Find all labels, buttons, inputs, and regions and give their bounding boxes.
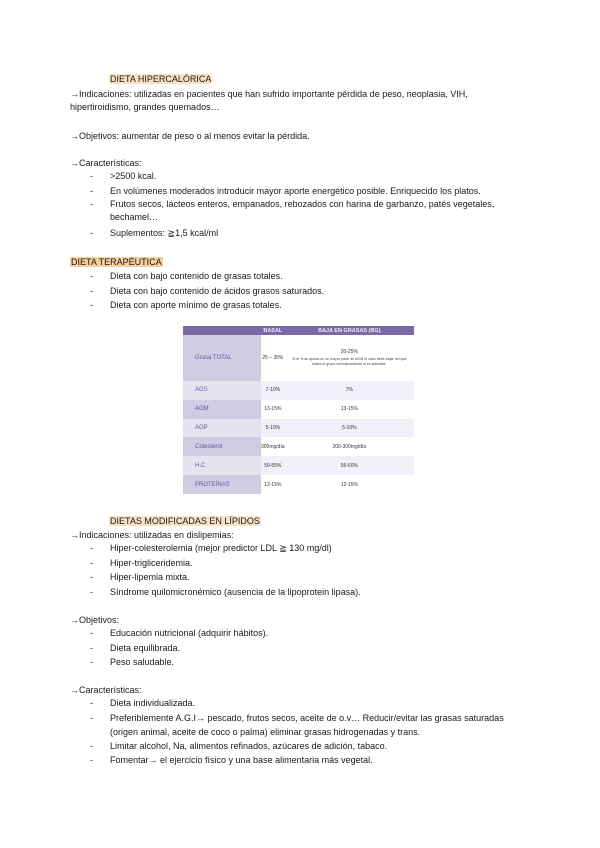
lipidos-indicaciones-list bbox=[90, 541, 361, 599]
cell-bg: 200-300mg/día bbox=[285, 437, 414, 456]
fat-distribution-table bbox=[183, 326, 414, 494]
list-item: - Peso saludable. bbox=[90, 655, 268, 670]
cell-basal: 25 – 30% bbox=[261, 335, 285, 381]
list-item: - Dieta con aporte mínimo de grasas totales. bbox=[90, 298, 324, 313]
lipidos-objetivos-list bbox=[90, 626, 268, 670]
cell-basal: 7-10% bbox=[261, 381, 285, 400]
terapeutica-list bbox=[90, 269, 324, 313]
table-row bbox=[183, 419, 414, 438]
cell-bg: 12-15% bbox=[285, 475, 414, 494]
list-item: - Preferiblemente A.G.I→ pescado, frutos secos, aceite de o.v… Reducir/evitar las grasas saturadas (origen animal, aceite de coco o palma) eliminar grasas hidrogenadas y trans. bbox=[90, 711, 520, 739]
row-label: AGS bbox=[183, 381, 261, 400]
indicaciones-line-cont: hipertiroidismo, grandes quemados… bbox=[70, 102, 220, 112]
list-item: - Dieta con bajo contenido de ácidos grasos saturados. bbox=[90, 284, 324, 299]
row-label: H.C bbox=[183, 456, 261, 475]
list-item: - Hiper-lipemia mixta. bbox=[90, 570, 361, 585]
heading-text: DIETAS MODIFICADAS EN LÍPIDOS bbox=[110, 516, 260, 526]
cell-basal: 13-15% bbox=[261, 400, 285, 419]
list-item: - Dieta equilibrada. bbox=[90, 641, 268, 656]
objetivos-line: →Objetivos: aumentar de peso o al menos evitar la pérdida. bbox=[70, 131, 310, 141]
caracteristicas-label: →Características: bbox=[70, 158, 142, 168]
table-row bbox=[183, 400, 414, 419]
table-row bbox=[183, 475, 414, 494]
list-item: - Hiper-colesterolemia (mejor predictor LDL ≧ 130 mg/dl) bbox=[90, 541, 361, 556]
list-item: - Fomentar→ el ejercicio físico y una base alimentaria más vegetal. bbox=[90, 753, 520, 768]
list-item: - Suplementos: ≧1,5 kcal/ml bbox=[90, 226, 515, 241]
list-item: - Hiper-trigliceridemia. bbox=[90, 556, 361, 571]
lipidos-objetivos: →Objetivos: bbox=[70, 615, 120, 625]
cell-bg: 55-60% bbox=[285, 456, 414, 475]
row-label: AGP bbox=[183, 419, 261, 438]
lipidos-indicaciones: →Indicaciones: utilizadas en dislipemias: bbox=[70, 530, 234, 540]
cell-basal: 12-15% bbox=[261, 475, 285, 494]
table-row bbox=[183, 335, 414, 381]
caracteristicas-list bbox=[90, 169, 515, 241]
list-item: - Educación nutricional (adquirir hábitos). bbox=[90, 626, 268, 641]
cell-bg bbox=[285, 335, 414, 381]
heading-text: DIETA HIPERCALÓRICA bbox=[110, 74, 212, 84]
row-label: Grasa TOTAL bbox=[183, 335, 261, 381]
row-label: AGM bbox=[183, 400, 261, 419]
cell-basal: 300mg/día bbox=[261, 437, 285, 456]
table-row bbox=[183, 381, 414, 400]
section-heading-hipercalorica bbox=[109, 73, 212, 85]
cell-basal: 50-55% bbox=[261, 456, 285, 475]
lipidos-caracteristicas-list bbox=[90, 696, 520, 768]
heading-text: DIETA TERAPÉUTICA bbox=[71, 257, 162, 267]
cell-basal: 5-10% bbox=[261, 419, 285, 438]
list-item: - Frutos secos, lácteos enteros, empanados, rebozados con harina de garbanzo, patés vegetales, bechamel… bbox=[90, 198, 515, 224]
table-header-empty bbox=[183, 326, 261, 335]
table-header-bg: BAJA EN GRASAS (BG) bbox=[285, 326, 414, 335]
cell-bg: 5-10% bbox=[285, 419, 414, 438]
row-label: Colesterol bbox=[183, 437, 261, 456]
indicaciones-line: →Indicaciones: utilizadas en pacientes que han sufrido importante pérdida de peso, neoplasia, VIH, bbox=[70, 89, 468, 99]
list-item: - >2500 kcal. bbox=[90, 169, 515, 184]
table-row bbox=[183, 437, 414, 456]
table-header-basal: BASAL bbox=[261, 326, 285, 335]
list-item: - Dieta con bajo contenido de grasas totales. bbox=[90, 269, 324, 284]
cell-bg: 7% bbox=[285, 381, 414, 400]
section-heading-terapeutica bbox=[70, 256, 163, 268]
cell-bg: 13-15% bbox=[285, 400, 414, 419]
list-item: - Dieta individualizada. bbox=[90, 696, 520, 711]
cell-bg-value: 20-25% bbox=[340, 349, 358, 355]
row-label: PROTEÍNAS bbox=[183, 475, 261, 494]
cell-bg-note: Si el % se aporta en su mayor parte de AGM el valor debe bajar del que indica el grupo correspondiente si es aplicable. bbox=[292, 357, 407, 366]
table-row bbox=[183, 456, 414, 475]
list-item: - Síndrome quilomicronémico (ausencia de la lipoprotein lipasa). bbox=[90, 585, 361, 600]
lipidos-caracteristicas-label: →Características: bbox=[70, 685, 142, 695]
list-item: - En volúmenes moderados introducir mayor aporte energético posible. Enriquecido los platos. bbox=[90, 184, 515, 199]
list-item: - Limitar alcohol, Na, alimentos refinados, azúcares de adición, tabaco. bbox=[90, 739, 520, 754]
section-heading-lipidos bbox=[109, 515, 261, 527]
